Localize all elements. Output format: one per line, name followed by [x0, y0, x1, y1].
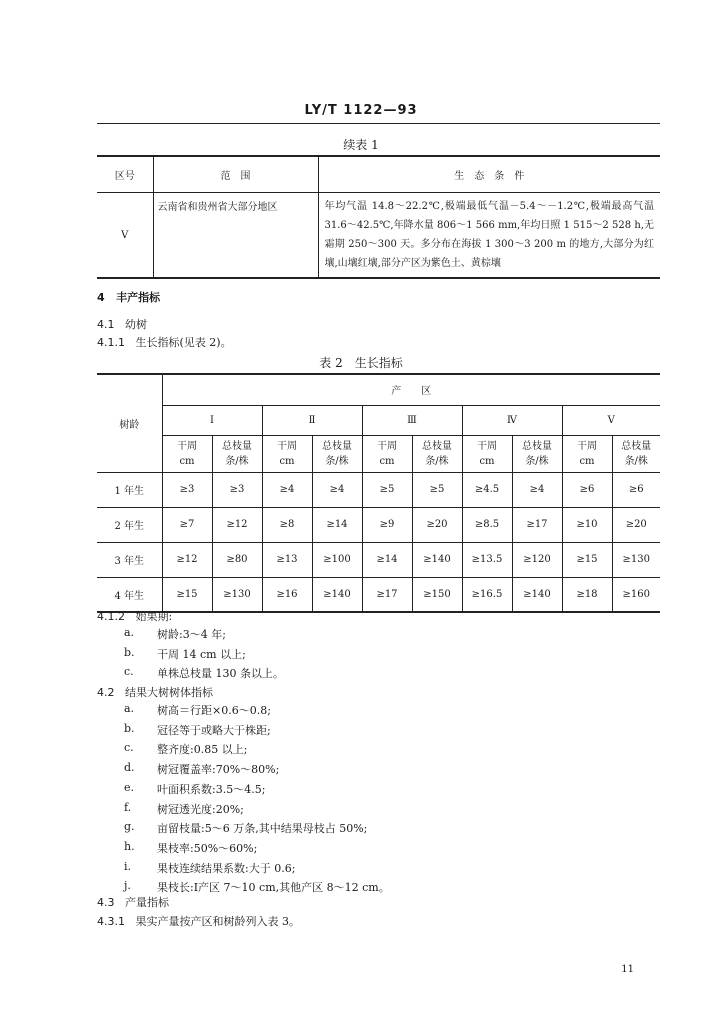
value-cell: ≥15	[562, 542, 612, 577]
list-item	[124, 860, 624, 876]
table2-zone-header: 产 区	[162, 374, 660, 405]
sub-header-name: 干周	[277, 440, 297, 452]
list-item-text: 单株总枝量 130 条以上。	[157, 667, 284, 680]
list-item	[124, 741, 624, 757]
table1-row	[97, 193, 660, 279]
list-item-label: e.	[124, 780, 135, 794]
table1-conditions-cell: 年均气温 14.8～22.2℃,极端最低气温－5.4～－1.2℃,极端最高气温 31.6～42.5℃,年降水量 806～1 566 mm,年均日照 1 515～2 528 h,无霜期 250～300 天。多分布在海拔 1 300～3 200 m 的地方,大部分为红壤,山壤红壤,部分产区为紫色土、黄棕壤	[318, 193, 660, 279]
value-cell: ≥8	[262, 507, 312, 542]
age-cell: 1 年生	[97, 472, 162, 507]
table-row	[97, 542, 660, 577]
section-number: 4	[97, 291, 105, 304]
value-cell: ≥12	[162, 542, 212, 577]
sub-header-cell	[562, 435, 612, 472]
sub-header-unit: 条/株	[525, 455, 549, 467]
list-item-label: b.	[124, 721, 135, 735]
list-item-label: j.	[124, 879, 131, 893]
sub-header-unit: 条/株	[624, 455, 648, 467]
table1-header-zone: 区号	[97, 156, 153, 193]
value-cell: ≥5	[362, 472, 412, 507]
table1-region-cell: 云南省和贵州省大部分地区	[153, 193, 318, 279]
list-item-text: 冠径等于或略大于株距;	[157, 723, 271, 737]
value-cell: ≥4	[312, 472, 362, 507]
section-number: 4.3	[97, 896, 115, 909]
age-cell: 4 年生	[97, 577, 162, 612]
list-item-text: 树冠覆盖率:70%～80%;	[157, 763, 280, 777]
sub-header-unit: cm	[179, 455, 195, 467]
section-4-1-2-heading	[97, 608, 172, 624]
list-item-text: 干周 14 cm 以上;	[157, 647, 246, 661]
list-item	[124, 626, 624, 642]
list-item-label: f.	[124, 800, 132, 814]
zone-header-cell: Ⅲ	[362, 405, 462, 435]
list-item	[124, 801, 624, 817]
value-cell: ≥80	[212, 542, 262, 577]
value-cell: ≥13.5	[462, 542, 512, 577]
sub-header-unit: 条/株	[425, 455, 449, 467]
table2-age-header: 树龄	[97, 374, 162, 472]
value-cell: ≥160	[612, 577, 660, 612]
table-row	[97, 472, 660, 507]
section-4-heading	[97, 289, 160, 305]
sub-header-cell	[162, 435, 212, 472]
list-item	[124, 761, 624, 777]
value-cell: ≥14	[362, 542, 412, 577]
list-item	[124, 665, 624, 681]
list-item	[124, 702, 624, 718]
value-cell: ≥3	[162, 472, 212, 507]
value-cell: ≥9	[362, 507, 412, 542]
sub-header-cell	[412, 435, 462, 472]
value-cell: ≥120	[512, 542, 562, 577]
section-4-3-1-heading	[97, 913, 300, 929]
sub-header-name: 总枝量	[222, 440, 252, 452]
list-item-label: h.	[124, 839, 135, 853]
value-cell: ≥15	[162, 577, 212, 612]
list-item-text: 叶面积系数:3.5～4.5;	[157, 782, 266, 796]
value-cell: ≥20	[612, 507, 660, 542]
value-cell: ≥6	[612, 472, 660, 507]
section-title: 产量指标	[125, 896, 169, 909]
value-cell: ≥13	[262, 542, 312, 577]
sub-header-cell	[312, 435, 362, 472]
list-item	[124, 820, 624, 836]
value-cell: ≥5	[412, 472, 462, 507]
sub-header-unit: cm	[379, 455, 395, 467]
header-rule	[97, 123, 660, 124]
sub-header-name: 总枝量	[621, 440, 652, 452]
value-cell: ≥10	[562, 507, 612, 542]
value-cell: ≥4	[262, 472, 312, 507]
value-cell: ≥17	[362, 577, 412, 612]
section-title: 丰产指标	[116, 291, 161, 304]
value-cell: ≥130	[612, 542, 660, 577]
sub-header-name: 干周	[377, 440, 397, 452]
sub-header-name: 干周	[477, 440, 497, 452]
list-item-label: b.	[124, 645, 135, 659]
table1-zone-cell: V	[97, 193, 153, 279]
value-cell: ≥16.5	[462, 577, 512, 612]
list-item-label: c.	[124, 741, 134, 755]
value-cell: ≥140	[512, 577, 562, 612]
value-cell: ≥150	[412, 577, 462, 612]
sub-header-name: 干周	[577, 440, 597, 452]
sub-header-cell	[462, 435, 512, 472]
table1	[97, 155, 660, 279]
table2-caption: 表 2 生长指标	[319, 356, 403, 370]
standard-code-header: LY/T 1122—93	[304, 103, 418, 118]
section-4-1-heading	[97, 316, 147, 332]
table1-header-region: 范 围	[153, 156, 318, 193]
value-cell: ≥4	[512, 472, 562, 507]
sub-header-unit: cm	[279, 455, 295, 467]
sub-header-name: 总枝量	[322, 440, 352, 452]
sub-header-cell	[212, 435, 262, 472]
value-cell: ≥100	[312, 542, 362, 577]
list-item-label: i.	[124, 859, 132, 873]
list-item-label: g.	[124, 820, 135, 834]
value-cell: ≥16	[262, 577, 312, 612]
zone-header-cell: Ⅴ	[562, 405, 660, 435]
section-number: 4.1.2	[97, 610, 125, 623]
value-cell: ≥140	[312, 577, 362, 612]
sub-header-name: 总枝量	[522, 440, 552, 452]
age-cell: 3 年生	[97, 542, 162, 577]
value-cell: ≥7	[162, 507, 212, 542]
section-4-2-heading	[97, 684, 213, 700]
list-item-text: 整齐度:0.85 以上;	[157, 743, 248, 757]
list-item	[124, 646, 624, 662]
sub-header-unit: 条/株	[225, 455, 249, 467]
value-cell: ≥20	[412, 507, 462, 542]
section-title: 生长指标(见表 2)。	[135, 336, 232, 349]
zone-header-cell: Ⅱ	[262, 405, 362, 435]
section-number: 4.2	[97, 686, 115, 699]
sub-header-unit: cm	[579, 455, 595, 467]
value-cell: ≥8.5	[462, 507, 512, 542]
list-item	[124, 879, 624, 895]
sub-header-cell	[512, 435, 562, 472]
list-item-text: 树高＝行距×0.6～0.8;	[157, 704, 271, 717]
section-4-3-heading	[97, 894, 169, 910]
sub-header-unit: 条/株	[325, 455, 349, 467]
list-item	[124, 840, 624, 856]
section-4-1-1-heading	[97, 334, 232, 350]
value-cell: ≥12	[212, 507, 262, 542]
value-cell: ≥130	[212, 577, 262, 612]
sub-header-cell	[262, 435, 312, 472]
list-item-label: a.	[124, 626, 135, 639]
value-cell: ≥3	[212, 472, 262, 507]
value-cell: ≥6	[562, 472, 612, 507]
list-item-label: d.	[124, 761, 135, 775]
table-row	[97, 577, 660, 612]
section-title: 始果期:	[135, 610, 173, 623]
sub-header-cell	[612, 435, 660, 472]
sub-header-name: 总枝量	[422, 440, 452, 452]
list-item	[124, 722, 624, 738]
list-item-text: 果枝率:50%～60%;	[157, 841, 258, 855]
value-cell: ≥4.5	[462, 472, 512, 507]
value-cell: ≥18	[562, 577, 612, 612]
section-number: 4.1	[97, 318, 115, 331]
section-number: 4.1.1	[97, 336, 125, 349]
list-item-text: 树冠透光度:20%;	[157, 802, 244, 816]
value-cell: ≥17	[512, 507, 562, 542]
sub-header-unit: cm	[479, 455, 495, 467]
zone-header-cell: Ⅰ	[162, 405, 262, 435]
table1-header-conditions: 生 态 条 件	[318, 156, 660, 193]
list-item-label: a.	[124, 702, 135, 715]
table1-caption: 续表 1	[343, 138, 379, 152]
list-item-text: 树龄:3～4 年;	[157, 628, 226, 641]
zone-header-cell: Ⅳ	[462, 405, 562, 435]
list-item-text: 果枝连续结果系数:大于 0.6;	[157, 861, 296, 875]
section-title: 果实产量按产区和树龄列入表 3。	[135, 915, 300, 928]
list-item	[124, 781, 624, 797]
section-number: 4.3.1	[97, 915, 125, 928]
age-cell: 2 年生	[97, 507, 162, 542]
sub-header-cell	[362, 435, 412, 472]
value-cell: ≥140	[412, 542, 462, 577]
value-cell: ≥14	[312, 507, 362, 542]
sub-header-name: 干周	[177, 440, 197, 452]
table-row	[97, 507, 660, 542]
table2	[97, 373, 660, 613]
section-title: 幼树	[125, 318, 147, 331]
page-number: 11	[621, 964, 634, 975]
list-item-text: 果枝长:Ⅰ产区 7～10 cm,其他产区 8～12 cm。	[157, 881, 390, 895]
table1-header-row	[97, 156, 660, 193]
list-item-text: 亩留枝量:5～6 万条,其中结果母枝占 50%;	[157, 822, 368, 836]
section-title: 结果大树树体指标	[125, 686, 213, 699]
list-item-label: c.	[124, 665, 134, 678]
